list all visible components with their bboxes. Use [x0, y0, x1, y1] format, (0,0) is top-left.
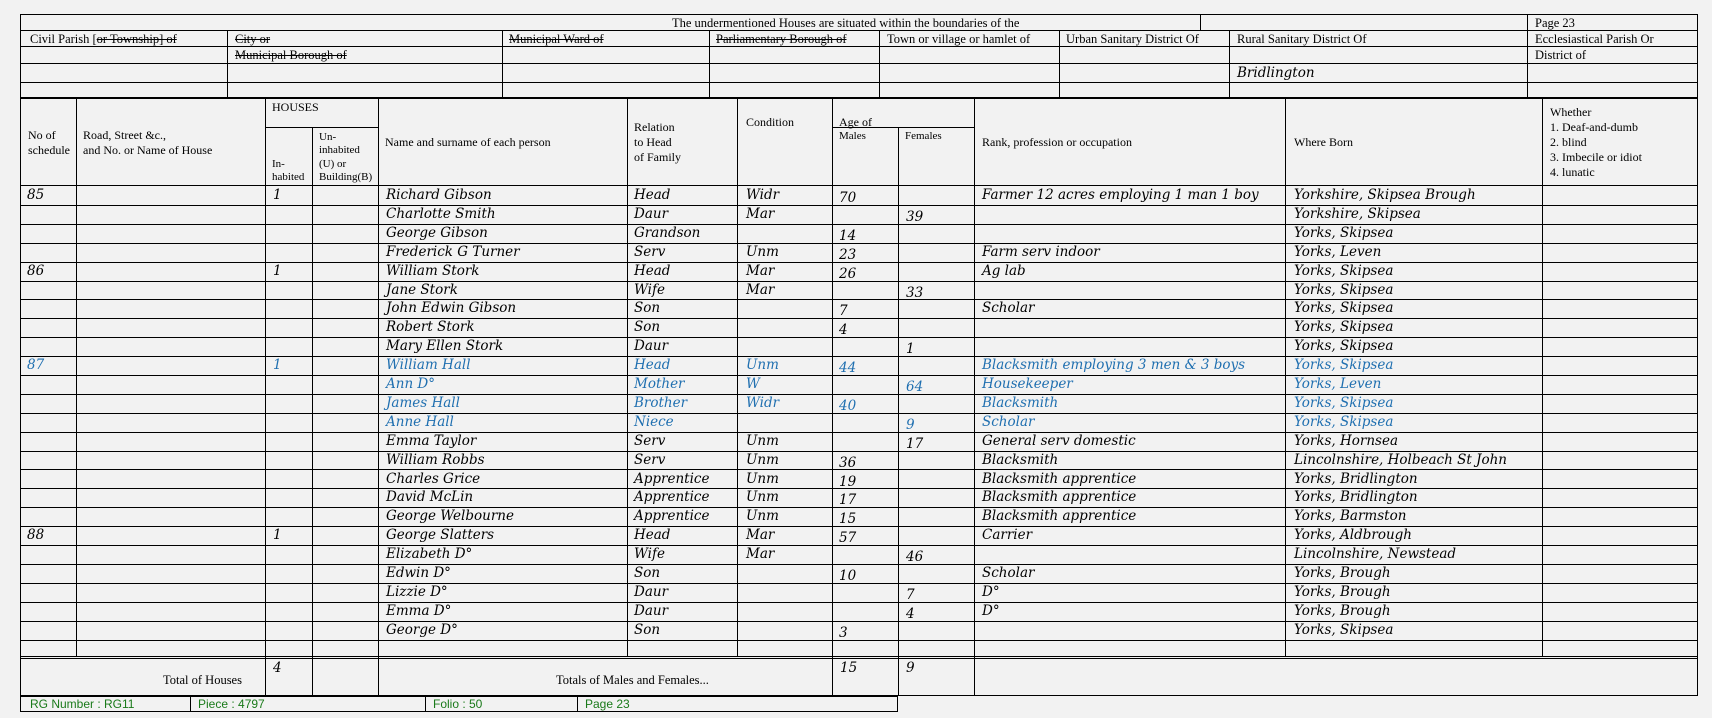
row-born-cell: Yorks, Skipsea [1294, 282, 1394, 298]
col-age-label: Age of [839, 115, 872, 129]
row-schedule-cell: 88 [27, 527, 45, 543]
row-rule [20, 394, 1698, 395]
urban-district-label: Urban Sanitary District Of [1066, 32, 1199, 46]
row-females-cell: 4 [906, 606, 915, 622]
row-name-cell: George D° [386, 622, 458, 638]
ecclesiastical-district-label: District of [1535, 48, 1587, 62]
column-rule [898, 127, 899, 696]
row-condition-cell: W [746, 376, 760, 392]
row-females-cell: 1 [906, 341, 915, 357]
row-rule [20, 621, 1698, 622]
totals-persons-label: Totals of Males and Females... [556, 673, 709, 687]
col-occupation-label: Rank, profession or occupation [982, 135, 1132, 149]
row-condition-cell: Widr [746, 187, 780, 203]
row-rule [20, 299, 1698, 300]
col-schedule-label: schedule [28, 143, 70, 157]
column-rule [312, 127, 313, 696]
row-name-cell: John Edwin Gibson [386, 300, 517, 316]
row-name-cell: Mary Ellen Stork [386, 338, 504, 354]
column-rule [832, 98, 833, 696]
row-males-cell: 10 [839, 568, 857, 584]
row-males-cell: 44 [839, 360, 857, 376]
row-rule [20, 243, 1698, 244]
row-relation-cell: Son [634, 300, 661, 316]
col-inhabited-label: habited [272, 171, 305, 183]
row-occupation-cell: Farmer 12 acres employing 1 man 1 boy [982, 187, 1259, 203]
row-born-cell: Yorks, Barmston [1294, 508, 1407, 524]
row-born-cell: Yorks, Skipsea [1294, 263, 1394, 279]
header-divider [1200, 14, 1201, 30]
row-inhabited-cell: 1 [273, 187, 282, 203]
row-females-cell: 39 [906, 209, 924, 225]
row-relation-cell: Daur [634, 603, 669, 619]
header-divider [20, 82, 1698, 83]
row-condition-cell: Mar [746, 527, 775, 543]
row-occupation-cell: Blacksmith apprentice [982, 489, 1137, 505]
row-relation-cell: Serv [634, 452, 666, 468]
row-rule [20, 469, 1698, 470]
row-rule [20, 602, 1698, 603]
row-occupation-cell: Scholar [982, 414, 1035, 430]
col-born-label: Where Born [1294, 135, 1353, 149]
row-relation-cell: Son [634, 319, 661, 335]
col-relation-label: to Head [634, 135, 672, 149]
row-occupation-cell: Scholar [982, 300, 1035, 316]
totals-rule [20, 656, 1698, 657]
city-label: City or [235, 32, 271, 46]
row-born-cell: Yorks, Brough [1294, 603, 1391, 619]
header-divider [502, 30, 503, 98]
row-born-cell: Yorks, Skipsea [1294, 622, 1394, 638]
row-condition-cell: Unm [746, 357, 779, 373]
row-born-cell: Yorkshire, Skipsea [1294, 206, 1421, 222]
row-occupation-cell: Ag lab [982, 263, 1026, 279]
column-rule [737, 98, 738, 656]
row-males-cell: 70 [839, 190, 857, 206]
folio-number: Folio : 50 [433, 697, 483, 711]
row-condition-cell: Mar [746, 263, 775, 279]
row-born-cell: Yorks, Skipsea [1294, 357, 1394, 373]
row-males-cell: 57 [839, 530, 857, 546]
row-born-cell: Yorks, Skipsea [1294, 338, 1394, 354]
row-relation-cell: Brother [634, 395, 688, 411]
row-rule [20, 488, 1698, 489]
header-divider [20, 63, 1698, 64]
header-divider [20, 46, 1698, 47]
header-divider [709, 30, 710, 98]
col-uninhabited-label: inhabited [319, 144, 360, 156]
col-whether-label: Whether [1550, 105, 1592, 119]
row-females-cell: 64 [906, 379, 924, 395]
column-rule [1542, 98, 1543, 656]
row-relation-cell: Daur [634, 584, 669, 600]
col-road-label: and No. or Name of House [83, 143, 213, 157]
row-rule [20, 658, 1698, 659]
row-relation-cell: Head [634, 527, 671, 543]
rg-number: RG Number : RG11 [30, 697, 135, 711]
row-schedule-cell: 87 [27, 357, 45, 373]
col-road-label: Road, Street &c., [83, 128, 166, 142]
row-name-cell: David McLin [386, 489, 474, 505]
row-relation-cell: Son [634, 622, 661, 638]
row-born-cell: Yorks, Leven [1294, 244, 1382, 260]
row-name-cell: William Hall [386, 357, 471, 373]
row-relation-cell: Apprentice [634, 489, 710, 505]
row-condition-cell: Unm [746, 452, 779, 468]
col-condition-label: Condition [746, 115, 795, 129]
row-males-cell: 3 [839, 625, 848, 641]
row-males-cell: 23 [839, 247, 857, 263]
rural-district-value: Bridlington [1237, 65, 1315, 81]
row-females-cell: 7 [906, 587, 915, 603]
row-born-cell: Yorks, Skipsea [1294, 319, 1394, 335]
col-name-label: Name and surname of each person [385, 135, 551, 149]
row-females-cell: 9 [906, 417, 915, 433]
column-rule [627, 98, 628, 656]
row-females-cell: 46 [906, 549, 924, 565]
row-males-cell: 17 [839, 492, 857, 508]
row-occupation-cell: Blacksmith employing 3 men & 3 boys [982, 357, 1246, 373]
row-condition-cell: Unm [746, 244, 779, 260]
header-divider [1059, 30, 1060, 98]
col-females-label: Females [905, 130, 942, 142]
row-born-cell: Yorks, Aldbrough [1294, 527, 1412, 543]
town-label: Town or village or hamlet of [887, 32, 1031, 46]
row-rule [20, 318, 1698, 319]
row-name-cell: Emma Taylor [386, 433, 477, 449]
row-relation-cell: Head [634, 263, 671, 279]
row-born-cell: Yorks, Skipsea [1294, 300, 1394, 316]
row-condition-cell: Mar [746, 546, 775, 562]
row-born-cell: Yorks, Bridlington [1294, 471, 1418, 487]
column-rule [974, 98, 975, 696]
houses-rule [265, 127, 378, 128]
row-relation-cell: Son [634, 565, 661, 581]
municipal-ward-label: Municipal Ward of [509, 32, 604, 46]
row-rule [20, 337, 1698, 338]
row-born-cell: Yorks, Brough [1294, 565, 1391, 581]
row-rule [20, 640, 1698, 641]
footer-divider [190, 696, 191, 712]
boundaries-text: The undermentioned Houses are situated within the boundaries of the [672, 16, 1020, 30]
row-condition-cell: Mar [746, 206, 775, 222]
row-name-cell: Charles Grice [386, 471, 481, 487]
civil-parish-text: Civil Parish [ [30, 32, 97, 46]
header-divider [1229, 30, 1230, 98]
column-rule [76, 98, 77, 656]
col-schedule-label: No of [28, 128, 56, 142]
row-name-cell: George Slatters [386, 527, 495, 543]
row-name-cell: Jane Stork [386, 282, 458, 298]
row-condition-cell: Widr [746, 395, 780, 411]
col-whether-item: 3. Imbecile or idiot [1550, 150, 1642, 164]
row-rule [20, 224, 1698, 225]
col-males-label: Males [839, 130, 866, 142]
row-relation-cell: Wife [634, 282, 665, 298]
row-name-cell: Emma D° [386, 603, 452, 619]
header-divider [20, 30, 1698, 31]
col-uninhabited-label: (U) or [319, 158, 347, 170]
row-rule [20, 432, 1698, 433]
row-name-cell: Elizabeth D° [386, 546, 473, 562]
parliamentary-borough-label: Parliamentary Borough of [716, 32, 847, 46]
row-inhabited-cell: 1 [273, 357, 282, 373]
row-rule [20, 205, 1698, 206]
row-born-cell: Yorks, Skipsea [1294, 395, 1394, 411]
row-schedule-cell: 85 [27, 187, 45, 203]
col-whether-item: 4. lunatic [1550, 165, 1595, 179]
col-relation-label: Relation [634, 120, 675, 134]
row-born-cell: Lincolnshire, Newstead [1294, 546, 1457, 562]
row-schedule-cell: 86 [27, 263, 45, 279]
header-divider [879, 30, 880, 98]
footer-divider [425, 696, 426, 712]
row-name-cell: James Hall [386, 395, 460, 411]
total-houses-value: 4 [273, 660, 282, 676]
row-born-cell: Lincolnshire, Holbeach St John [1294, 452, 1507, 468]
row-occupation-cell: Carrier [982, 527, 1033, 543]
col-uninhabited-label: Un- [319, 131, 337, 143]
row-females-cell: 33 [906, 285, 924, 301]
header-divider [227, 30, 228, 98]
row-inhabited-cell: 1 [273, 263, 282, 279]
row-males-cell: 4 [839, 322, 848, 338]
row-name-cell: Anne Hall [386, 414, 454, 430]
row-males-cell: 19 [839, 474, 857, 490]
civil-parish-struck-text: or Township] of [96, 32, 177, 46]
row-occupation-cell: Farm serv indoor [982, 244, 1100, 260]
row-name-cell: George Welbourne [386, 508, 514, 524]
row-relation-cell: Daur [634, 338, 669, 354]
row-occupation-cell: Scholar [982, 565, 1035, 581]
page-number-label: Page 23 [1535, 16, 1575, 30]
row-rule [20, 356, 1698, 357]
row-males-cell: 26 [839, 266, 857, 282]
row-name-cell: Robert Stork [386, 319, 475, 335]
row-males-cell: 14 [839, 228, 857, 244]
ecclesiastical-parish-label: Ecclesiastical Parish Or [1535, 32, 1654, 46]
row-rule [20, 526, 1698, 527]
row-males-cell: 40 [839, 398, 857, 414]
row-born-cell: Yorkshire, Skipsea Brough [1294, 187, 1476, 203]
row-born-cell: Yorks, Skipsea [1294, 225, 1394, 241]
col-whether-item: 1. Deaf-and-dumb [1550, 120, 1638, 134]
row-relation-cell: Niece [634, 414, 674, 430]
row-condition-cell: Unm [746, 433, 779, 449]
row-relation-cell: Wife [634, 546, 665, 562]
col-houses-label: HOUSES [272, 100, 319, 114]
total-females-value: 9 [906, 660, 915, 676]
row-born-cell: Yorks, Leven [1294, 376, 1382, 392]
row-condition-cell: Unm [746, 508, 779, 524]
row-rule [20, 262, 1698, 263]
col-inhabited-label: In- [272, 158, 285, 170]
row-rule [20, 564, 1698, 565]
header-divider [1527, 14, 1528, 98]
col-uninhabited-label: Building(B) [319, 171, 373, 183]
row-males-cell: 15 [839, 511, 857, 527]
row-occupation-cell: Blacksmith [982, 452, 1059, 468]
row-occupation-cell: General serv domestic [982, 433, 1136, 449]
row-relation-cell: Daur [634, 206, 669, 222]
row-name-cell: Charlotte Smith [386, 206, 496, 222]
row-relation-cell: Apprentice [634, 508, 710, 524]
row-occupation-cell: Blacksmith apprentice [982, 471, 1137, 487]
row-relation-cell: Apprentice [634, 471, 710, 487]
page-number: Page 23 [585, 697, 630, 711]
row-occupation-cell: Housekeeper [982, 376, 1073, 392]
rural-district-label: Rural Sanitary District Of [1237, 32, 1367, 46]
row-name-cell: William Stork [386, 263, 480, 279]
row-inhabited-cell: 1 [273, 527, 282, 543]
row-rule [20, 413, 1698, 414]
col-relation-label: of Family [634, 150, 681, 164]
row-males-cell: 36 [839, 455, 857, 471]
row-born-cell: Yorks, Bridlington [1294, 489, 1418, 505]
row-born-cell: Yorks, Hornsea [1294, 433, 1399, 449]
row-relation-cell: Mother [634, 376, 685, 392]
row-name-cell: Ann D° [386, 376, 436, 392]
row-rule [20, 583, 1698, 584]
row-relation-cell: Grandson [634, 225, 701, 241]
column-rule [378, 98, 379, 696]
row-occupation-cell: Blacksmith apprentice [982, 508, 1137, 524]
row-name-cell: Edwin D° [386, 565, 451, 581]
row-born-cell: Yorks, Skipsea [1294, 414, 1394, 430]
total-males-value: 15 [840, 660, 858, 676]
row-condition-cell: Unm [746, 471, 779, 487]
row-rule [20, 507, 1698, 508]
row-females-cell: 17 [906, 436, 924, 452]
row-rule [20, 375, 1698, 376]
column-rule [265, 98, 266, 696]
row-name-cell: Lizzie D° [386, 584, 448, 600]
row-name-cell: Richard Gibson [386, 187, 492, 203]
row-name-cell: Frederick G Turner [386, 244, 520, 260]
row-rule [20, 281, 1698, 282]
row-name-cell: William Robbs [386, 452, 485, 468]
row-born-cell: Yorks, Brough [1294, 584, 1391, 600]
row-males-cell: 7 [839, 303, 848, 319]
row-occupation-cell: D° [982, 584, 1000, 600]
total-houses-label: Total of Houses [163, 673, 242, 687]
civil-parish-label [30, 32, 177, 46]
row-condition-cell: Unm [746, 489, 779, 505]
column-rule [1285, 98, 1286, 656]
row-occupation-cell: D° [982, 603, 1000, 619]
row-relation-cell: Head [634, 187, 671, 203]
row-relation-cell: Head [634, 357, 671, 373]
footer-divider [577, 696, 578, 712]
row-relation-cell: Serv [634, 433, 666, 449]
piece-number: Piece : 4797 [198, 697, 265, 711]
row-occupation-cell: Blacksmith [982, 395, 1059, 411]
row-condition-cell: Mar [746, 282, 775, 298]
row-relation-cell: Serv [634, 244, 666, 260]
col-whether-item: 2. blind [1550, 135, 1587, 149]
municipal-borough-label: Municipal Borough of [235, 48, 347, 62]
row-name-cell: George Gibson [386, 225, 488, 241]
